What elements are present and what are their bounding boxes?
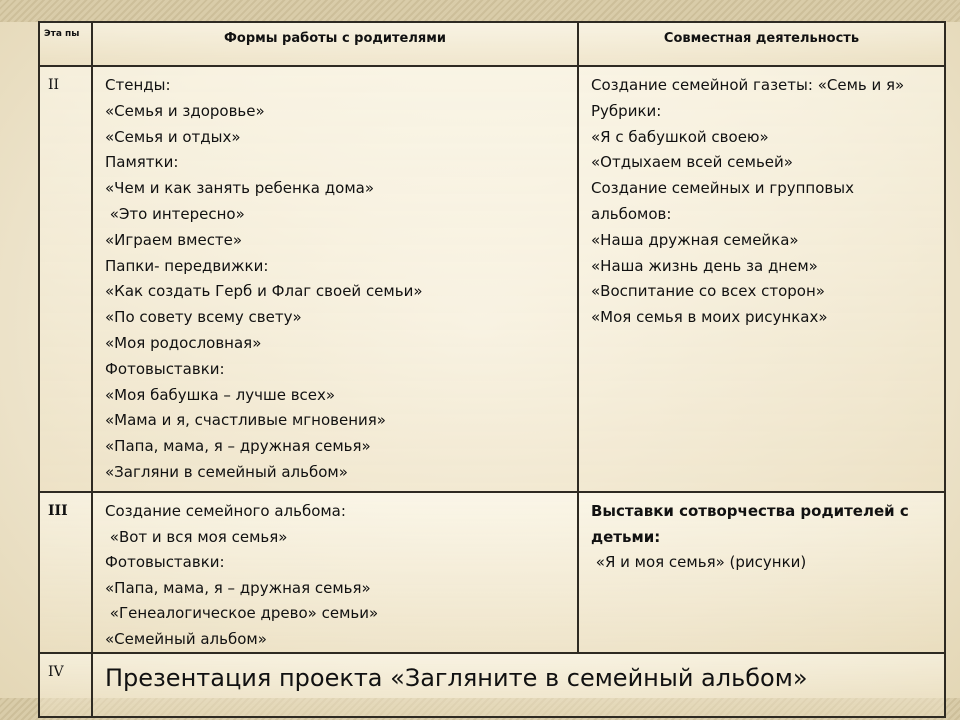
table-row xyxy=(39,492,945,653)
list-item: «Семья и здоровье» xyxy=(105,101,265,120)
table-row xyxy=(39,66,945,492)
heading-folders: Папки- передвижки: xyxy=(105,256,269,275)
forms-cell xyxy=(92,66,578,492)
table-row xyxy=(39,653,945,717)
header-row xyxy=(39,22,945,66)
list-item: «Мама и я, счастливые мгновения» xyxy=(105,411,386,430)
heading-rubrics: Рубрики: xyxy=(591,101,662,120)
list-item: «Семья и отдых» xyxy=(105,127,241,146)
list-item: «Генеалогическое древо» семьи» xyxy=(105,604,379,622)
stage-column-header: Эта пы xyxy=(39,22,92,66)
list-item: «Моя бабушка – лучше всех» xyxy=(105,385,336,404)
list-item: «Моя родословная» xyxy=(105,333,262,352)
list-item: «По совету всему свету» xyxy=(105,308,302,327)
joint-activity-cell xyxy=(578,66,945,492)
list-item: «Загляни в семейный альбом» xyxy=(105,462,348,481)
joint-activity-cell xyxy=(578,492,945,653)
list-item: «Наша дружная семейка» xyxy=(591,230,799,249)
project-plan-table xyxy=(38,21,946,718)
list-item: «Чем и как занять ребенка дома» xyxy=(105,179,375,198)
heading-photo-exhibitions: Фотовыставки: xyxy=(105,359,225,378)
heading-co-creation-exhibitions: Выставки сотворчества родителей с детьми: xyxy=(591,502,909,546)
list-item: «Наша жизнь день за днем» xyxy=(591,256,818,275)
forms-column-header: Формы работы с родителями xyxy=(92,22,578,66)
list-item: «Как создать Герб и Флаг своей семьи» xyxy=(105,282,423,301)
list-item: «Отдыхаем всей семьей» xyxy=(591,153,793,172)
list-item: «Моя семья в моих рисунках» xyxy=(591,308,828,327)
presentation-cell: Презентация проекта «Загляните в семейный альбом» xyxy=(92,653,945,717)
stage-cell: II xyxy=(39,66,92,492)
list-item: «Вот и вся моя семья» xyxy=(105,527,288,546)
list-item: «Я с бабушкой своею» xyxy=(591,127,769,146)
stage-cell: III xyxy=(39,492,92,653)
list-item: «Папа, мама, я – дружная семья» xyxy=(105,578,371,597)
forms-cell xyxy=(92,492,578,653)
heading-stands: Стенды: xyxy=(105,76,171,94)
stage-cell: IV xyxy=(39,653,92,717)
list-item: «Папа, мама, я – дружная семья» xyxy=(105,437,371,456)
heading-family-albums: Создание семейных и групповых альбомов: xyxy=(591,179,854,223)
list-item: «Это интересно» xyxy=(105,204,245,223)
list-item: «Играем вместе» xyxy=(105,230,243,249)
heading-memos: Памятки: xyxy=(105,153,179,172)
list-item: «Семейный альбом» xyxy=(105,629,267,648)
list-item: «Воспитание со всех сторон» xyxy=(591,282,825,301)
heading-family-newspaper: Создание семейной газеты: «Семь и я» xyxy=(591,76,905,94)
joint-activity-column-header: Совместная деятельность xyxy=(578,22,945,66)
heading-photo-exhibitions: Фотовыставки: xyxy=(105,553,225,571)
heading-family-album: Создание семейного альбома: xyxy=(105,502,346,520)
decorative-band-top xyxy=(0,0,960,22)
list-item: «Я и моя семья» (рисунки) xyxy=(591,553,807,571)
